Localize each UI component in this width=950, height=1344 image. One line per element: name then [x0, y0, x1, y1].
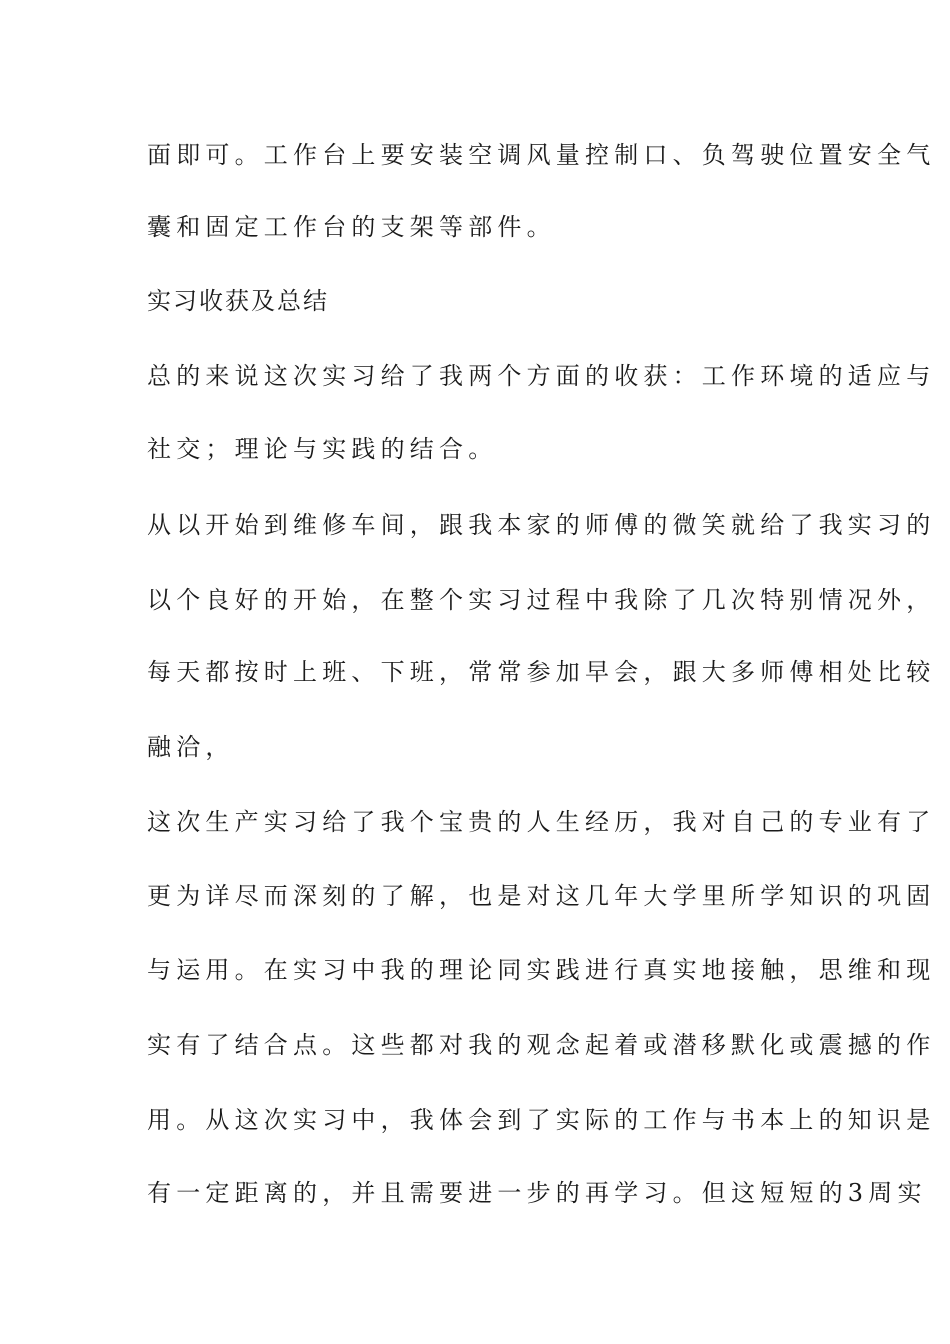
text-line: 有一定距离的，并且需要进一步的再学习。但这短短的3周实	[147, 1179, 927, 1207]
text-line: 与运用。在实习中我的理论同实践进行真实地接触，思维和现	[147, 956, 936, 984]
text-line: 实有了结合点。这些都对我的观念起着或潜移默化或震撼的作	[147, 1031, 936, 1059]
section-heading: 实习收获及总结	[147, 287, 329, 315]
text-line: 囊和固定工作台的支架等部件。	[147, 213, 556, 241]
text-line: 更为详尽而深刻的了解，也是对这几年大学里所学知识的巩固	[147, 882, 936, 910]
text-line: 总的来说这次实习给了我两个方面的收获：工作环境的适应与	[147, 362, 936, 390]
text-line: 以个良好的开始，在整个实习过程中我除了几次特别情况外，	[147, 586, 936, 614]
text-line: 社交；理论与实践的结合。	[147, 435, 498, 463]
text-line: 面即可。工作台上要安装空调风量控制口、负驾驶位置安全气	[147, 141, 936, 169]
text-line: 每天都按时上班、下班，常常参加早会，跟大多师傅相处比较	[147, 658, 936, 686]
text-line: 用。从这次实习中，我体会到了实际的工作与书本上的知识是	[147, 1106, 936, 1134]
text-line: 这次生产实习给了我个宝贵的人生经历，我对自己的专业有了	[147, 808, 936, 836]
text-line: 从以开始到维修车间，跟我本家的师傅的微笑就给了我实习的	[147, 511, 936, 539]
text-line: 融洽，	[147, 733, 235, 761]
